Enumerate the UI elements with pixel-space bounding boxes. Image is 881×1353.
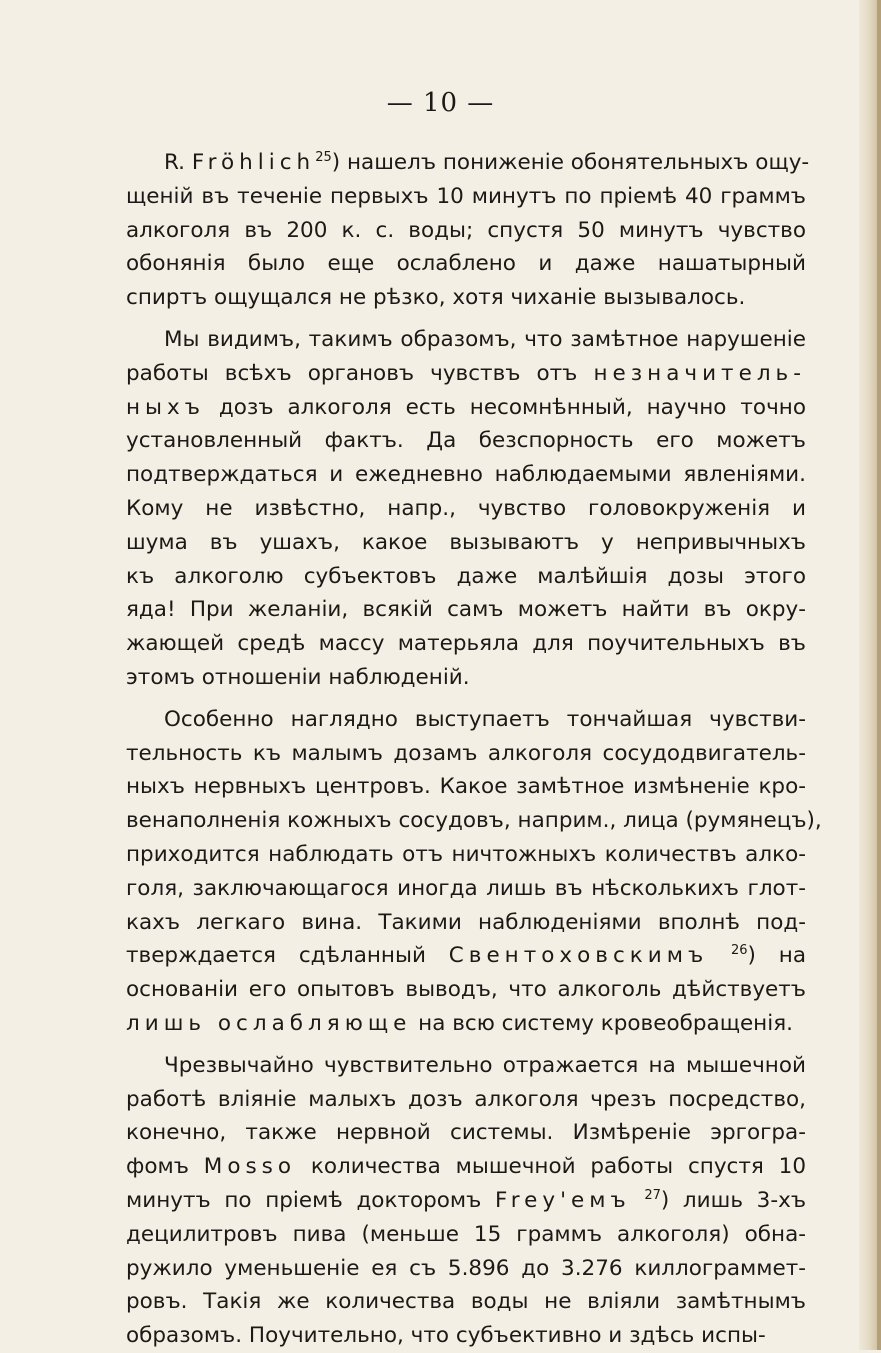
footnote-ref: 25 (315, 149, 332, 165)
paragraph-gap (126, 695, 806, 703)
paragraph (126, 146, 810, 315)
text-run: ровъ. Такія же количества воды не вліяли замѣтнымъ (126, 1289, 806, 1315)
text-run: голя, заключающагося иногда лишь въ нѣсколькихъ глот- (126, 875, 806, 901)
text-line (126, 661, 806, 695)
footnote-ref: 26 (731, 943, 748, 959)
text-line (126, 939, 806, 973)
text-line (126, 1150, 806, 1184)
text-run: установленный фактъ. Да безспорность его можетъ (126, 428, 806, 454)
text-line (126, 737, 806, 771)
text-run (708, 943, 731, 968)
text-run: образомъ. Поучительно, что субъективно и здѣсь испы- (126, 1323, 766, 1349)
text-run: работѣ вліяніе малыхъ дозъ алкоголя чрезъ посредство, (126, 1086, 806, 1112)
paragraph (126, 703, 822, 1041)
text-run: Чрезвычайно чувствительно отражается на мышечной (164, 1052, 806, 1078)
text-line (126, 281, 806, 315)
text-line (126, 973, 806, 1007)
text-run: къ алкоголю субъектовъ даже малѣйшія дозы этого (126, 563, 806, 589)
text-run: спиртъ ощущался не рѣзко, хотя чиханіе вызывалось. (126, 285, 746, 311)
spaced-emphasis: Mosso (203, 1154, 297, 1180)
page-edge (859, 0, 881, 1350)
text-line (126, 180, 806, 214)
paragraph (126, 1049, 806, 1353)
text-line (126, 492, 806, 526)
text-line (126, 560, 806, 594)
text-run: на всю систему кровеобращенія. (411, 1010, 793, 1036)
text-line (126, 1083, 806, 1117)
text-run: конечно, также нервной системы. Измѣреніе эргогра- (126, 1120, 806, 1146)
text-run: тельность къ малымъ дозамъ алкоголя сосудодвигатель- (126, 740, 806, 766)
paragraph-gap (126, 315, 806, 323)
text-run: ) лишь 3-хъ (660, 1187, 807, 1213)
text-line (126, 770, 806, 804)
text-run: Кому не извѣстно, напр., чувство головокруженія и (126, 495, 806, 521)
text-run: дозъ алкоголя есть несомнѣнный, научно точно (204, 394, 806, 420)
text-run: венаполненія кожныхъ сосудовъ, наприм., лица (румянецъ), (126, 808, 822, 834)
spaced-emphasis: Свентоховскимъ (448, 943, 709, 969)
text-run: обонянія было еще ослаблено и даже нашатырный (126, 251, 806, 277)
text-run: яда! При желаніи, всякій самъ можетъ найти въ окру- (126, 597, 806, 623)
text-line (126, 872, 806, 906)
text-line (126, 838, 806, 872)
spaced-emphasis: Fröhlich (191, 150, 316, 175)
text-run: фомъ (126, 1154, 204, 1180)
text-line (126, 1252, 806, 1286)
paragraph (126, 323, 806, 695)
body-text (126, 146, 822, 1353)
text-line (126, 627, 806, 661)
text-run: ныхъ нервныхъ центровъ. Какое замѣтное измѣненіе кро- (126, 774, 806, 800)
text-line (126, 1218, 806, 1252)
text-run: этомъ отношеніи наблюденій. (126, 664, 470, 690)
text-line (126, 424, 806, 458)
text-line (126, 458, 806, 492)
text-line (126, 146, 810, 180)
footnote-ref: 27 (644, 1187, 661, 1203)
text-run: R. (164, 150, 192, 175)
text-line (126, 247, 806, 281)
text-line (126, 1184, 806, 1218)
text-run (631, 1188, 645, 1213)
text-run: алкоголя въ 200 к. с. воды; спустя 50 минутъ чувство (126, 217, 806, 243)
text-run: Особенно наглядно выступаетъ тончайшая чувстви- (164, 706, 806, 732)
text-line (126, 1049, 806, 1083)
text-run: жающей средѣ массу матерьяла для поучительныхъ въ (126, 631, 806, 657)
text-run: работы всѣхъ органовъ чувствъ отъ (126, 360, 594, 386)
text-run: основаніи его опытовъ выводъ, что алкоголь дѣйствуетъ (126, 977, 806, 1003)
text-run: подтверждаться и ежедневно наблюдаемыми явленіями. (126, 462, 806, 488)
text-run: Мы видимъ, такимъ образомъ, что замѣтное нарушеніе (164, 326, 806, 352)
text-line (126, 1116, 806, 1150)
text-line (126, 1319, 806, 1353)
text-run: минутъ по пріемѣ докторомъ (126, 1187, 495, 1213)
text-run: шума въ ушахъ, какое вызываютъ у непривычныхъ (126, 529, 806, 555)
spaced-emphasis: незначитель- (593, 360, 806, 386)
text-run: децилитровъ пива (меньше 15 граммъ алкоголя) обна- (126, 1221, 806, 1247)
text-line (126, 214, 806, 248)
text-line (126, 1285, 806, 1319)
page-number: — 10 — (386, 88, 495, 118)
text-line (126, 1007, 806, 1041)
text-run: ружило уменьшеніе ея съ 5.896 до 3.276 киллограммет- (126, 1255, 806, 1281)
spaced-emphasis: лишь ослабляюще (126, 1010, 412, 1036)
text-run: щеній въ теченіе первыхъ 10 минутъ по пріемѣ 40 граммъ (126, 183, 806, 209)
spaced-emphasis: Frey'емъ (495, 1187, 631, 1213)
text-run: тверждается сдѣланный (126, 943, 449, 969)
text-line (126, 323, 806, 357)
text-line (126, 391, 806, 425)
text-run: ) на (747, 943, 806, 969)
text-run: кахъ легкаго вина. Такими наблюденіями вполнѣ под- (126, 909, 806, 935)
paragraph-gap (126, 1041, 806, 1049)
text-line (126, 593, 806, 627)
text-line (126, 357, 806, 391)
text-line (126, 804, 822, 838)
text-line (126, 906, 806, 940)
text-line (126, 526, 806, 560)
text-run: количества мышечной работы спустя 10 (296, 1154, 807, 1180)
text-line (126, 703, 806, 737)
spaced-emphasis: ныхъ (126, 394, 205, 420)
text-run: ) нашелъ пониженіе обонятельныхъ ощу- (331, 150, 810, 175)
text-run: приходится наблюдать отъ ничтожныхъ количествъ алко- (126, 841, 806, 867)
